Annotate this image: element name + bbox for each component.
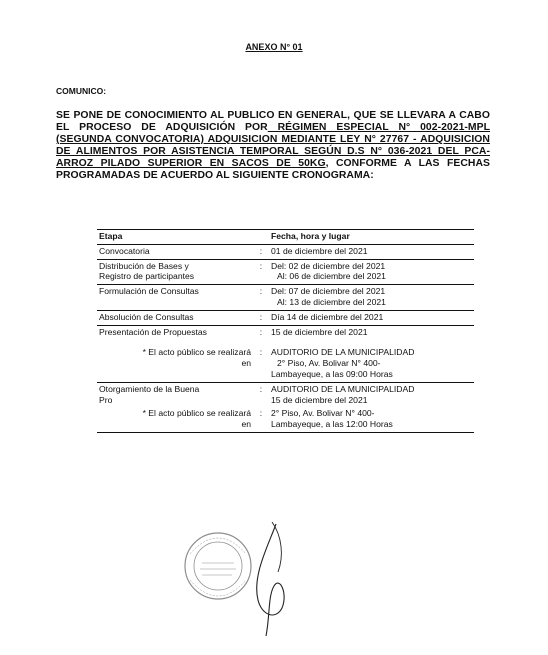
table-row [97,339,474,382]
comunico-label: COMUNICO: [56,86,107,96]
date-distribucion-from: Del: 02 de diciembre del 2021 [271,260,386,271]
otorgamiento-note-line1: * El acto público se realizará [142,408,251,419]
stage-distribucion-line2: Registro de participantes [99,271,195,282]
notice-process-name: RÉGIMEN ESPECIAL N° 002-2021-MPL (SEGUNDA CONVOCATORIA) ADQUISICION MEDIANTE LEY N° 27767 - ADQUISICION DE ALIMENTOS POR ASISTENCIA TEMPORAL SEGÚN D.S N° 036-2021 DEL PCA- ARROZ PILADO SUPERIOR EN SACOS DE 50KG [56,122,490,169]
table-row [97,310,474,325]
otorgamiento-note-line2: en [241,419,251,430]
stage-absolucion: Absolución de Consultas [97,310,253,325]
date-formulacion-from: Del: 07 de diciembre del 2021 [271,286,386,297]
presentacion-note-line1: * El acto público se realizará [142,347,251,358]
stage-presentacion: Presentación de Propuestas [97,325,253,339]
presentacion-place [269,339,474,382]
stage-otorgamiento-line1: Otorgamiento de la Buena [99,383,200,394]
date-otorgamiento-line1: AUDITORIO DE LA MUNICIPALIDAD [271,383,415,394]
notice-paragraph [56,110,490,182]
table-row [97,382,474,407]
stage-otorgamiento [97,382,253,407]
presentacion-note-line2: en [241,358,251,369]
municipal-seal-and-signature [172,516,322,646]
schedule-table [97,229,474,433]
date-presentacion: 15 de diciembre del 2021 [269,325,474,339]
stage-distribucion [97,259,253,285]
annex-title: ANEXO N° 01 [245,42,303,52]
header-colon-cell [253,230,269,245]
date-formulacion [269,285,474,311]
date-otorgamiento-line2: 15 de diciembre del 2021 [271,394,368,405]
otorgamiento-place-line2: Lambayeque, a las 12:00 Horas [271,419,393,430]
colon: : [253,325,269,339]
presentacion-place-line2: 2° Piso, Av. Bolivar N° 400- [277,358,381,369]
table-header-row [97,230,474,245]
table-row [97,407,474,432]
stage-otorgamiento-line2: Pro [99,394,113,405]
municipal-stamp-icon [185,533,251,599]
table-row [97,244,474,259]
date-otorgamiento [269,382,474,407]
colon: : [253,244,269,259]
colon: : [253,407,269,432]
colon: : [259,347,263,358]
stage-convocatoria: Convocatoria [97,244,253,259]
colon: : [253,310,269,325]
table-row [97,259,474,285]
colon: : [253,259,269,285]
otorgamiento-place-line1: 2° Piso, Av. Bolivar N° 400- [271,408,375,419]
colon: : [253,382,269,407]
table-row [97,285,474,311]
table-row [97,325,474,339]
notice-text-end: , CONFORME A LAS FECHAS PROGRAMADAS DE ACUERDO AL SIGUIENTE CRONOGRAMA: [56,158,490,181]
presentacion-place-line1: AUDITORIO DE LA MUNICIPALIDAD [271,347,415,358]
otorgamiento-note [97,407,253,432]
presentacion-note [97,339,253,382]
header-date: Fecha, hora y lugar [269,230,474,245]
date-distribucion-to: Al: 06 de diciembre del 2021 [277,271,386,282]
header-stage: Etapa [97,230,253,245]
date-formulacion-to: Al: 13 de diciembre del 2021 [277,296,386,307]
otorgamiento-place [269,407,474,432]
date-distribucion [269,259,474,285]
date-convocatoria: 01 de diciembre del 2021 [269,244,474,259]
presentacion-place-line3: Lambayeque, a las 09:00 Horas [271,368,393,379]
date-absolucion: Día 14 de diciembre del 2021 [269,310,474,325]
stage-distribucion-line1: Distribución de Bases y [99,260,189,271]
stage-formulacion: Formulación de Consultas [97,285,253,311]
notice-text-start: SE PONE DE CONOCIMIENTO AL PUBLICO EN GENERAL, QUE SE LLEVARA A CABO EL PROCESO DE ADQUISICIÓN POR [56,110,490,133]
colon: : [253,285,269,311]
